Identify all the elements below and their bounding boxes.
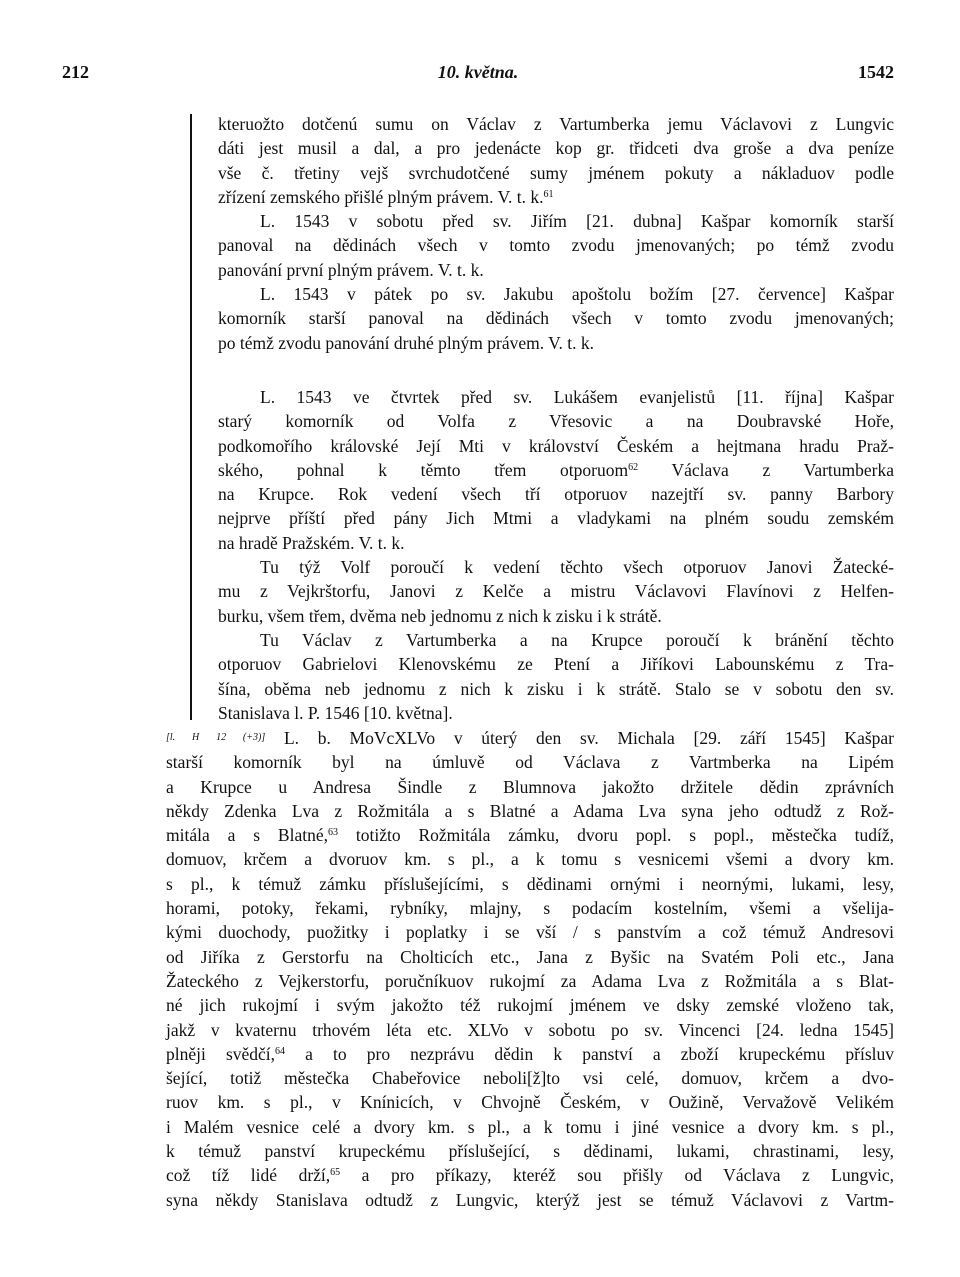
- line-text: L. 1543 v sobotu před sv. Jiřím [21. dubna] Kašpar komorník starší: [260, 211, 894, 232]
- text-line: [218, 136, 894, 160]
- text-line: [166, 1090, 894, 1114]
- line-text-continued: a to pro nezprávu dědin k panství a zboží krupeckému přísluv: [285, 1043, 894, 1064]
- text-line: [166, 726, 894, 750]
- line-text: komorník starší panoval na dědinách všech v tomto zvodu jmenovaných;: [218, 308, 894, 329]
- line-text: horami, potoky, řekami, rybníky, mlajny, s podacím kostelním, všemi a všelija-: [166, 898, 894, 919]
- line-text: Stanislava l. P. 1546 [10. května].: [218, 702, 453, 723]
- line-text: šející, totiž městečka Chabeřovice neboli[ž]to vsi celé, domuov, krčem a dvo-: [166, 1068, 894, 1089]
- line-text: domuov, krčem a dvoruov km. s pl., a k tomu s vesnicemi všemi a dvory km.: [166, 849, 894, 870]
- line-text: burku, všem třem, dvěma neb jednomu z nich k zisku i k strátě.: [218, 605, 662, 626]
- line-text: syna někdy Stanislava odtudž z Lungvic, kterýž jest se témuž Václavovi z Vartm-: [166, 1189, 894, 1210]
- text-line: [218, 628, 894, 652]
- line-text: někdy Zdenka Lva z Rožmitála a s Blatné a Adama Lva syna jeho odtudž z Rož-: [166, 800, 894, 821]
- text-line: [166, 1115, 894, 1139]
- line-text: L. b. MoVcXLVo v úterý den sv. Michala [29. září 1545] Kašpar: [283, 728, 894, 748]
- line-text: Tu týž Volf poroučí k vedení těchto všech otporuov Janovi Žatecké-: [260, 557, 894, 578]
- line-text: panoval na dědinách všech v tomto zvodu jmenovaných; po témž zvodu: [218, 235, 894, 256]
- text-line: [166, 872, 894, 896]
- line-text: od Jiříka z Gerstorfu na Cholticích etc., Jana z Byšic na Svatém Poli etc., Jana: [166, 946, 894, 967]
- page-number-left: 212: [62, 62, 89, 82]
- text-line: [166, 847, 894, 871]
- line-text: mu z Vejkrštorfu, Janovi z Kelče a mistru Václavovi Flavínovi z Helfen-: [218, 581, 894, 602]
- text-line: [166, 799, 894, 823]
- line-text: Žateckého z Vejkerstorfu, poručníkuov rukojmí za Adama Lva z Rožmitála a s Blat-: [166, 970, 894, 991]
- footnote-marker: 64: [275, 1045, 286, 1057]
- text-line: [218, 306, 894, 330]
- text-line: [218, 185, 894, 209]
- main-text-block: [166, 726, 894, 1212]
- text-line: [166, 969, 894, 993]
- text-line: [166, 1066, 894, 1090]
- line-text-continued: totižto Rožmitála zámku, dvoru popl. s popl., městečka tudíž,: [338, 825, 894, 846]
- text-line: [218, 409, 894, 433]
- text-line: [166, 1188, 894, 1212]
- line-text: šína, oběma neb jednomu z nich k zisku i k strátě. Stalo se v sobotu den sv.: [218, 678, 894, 699]
- text-line: [218, 258, 894, 282]
- line-text: což tíž lidé drží,: [166, 1165, 331, 1186]
- footnote-marker: 61: [543, 188, 554, 200]
- text-line: [218, 458, 894, 482]
- line-text: a Krupce u Andresa Šindle z Blumnova jakožto držitele dědin zprávních: [166, 776, 894, 797]
- text-line: [218, 677, 894, 701]
- text-line: [218, 579, 894, 603]
- text-line: [166, 993, 894, 1017]
- line-text: po témž zvodu panování druhé plným právem. V. t. k.: [218, 332, 595, 353]
- line-text: otporuov Gabrielovi Klenovskému ze Ptení a Jiříkovi Labounskému z Tra-: [218, 654, 894, 675]
- text-line: [166, 823, 894, 847]
- text-line: [166, 750, 894, 774]
- text-line: [218, 434, 894, 458]
- line-text: na Krupce. Rok vedení všech tří otporuov nazejtří sv. panny Barbory: [218, 484, 894, 505]
- text-line: [218, 604, 894, 628]
- line-text: L. 1543 v pátek po sv. Jakubu apoštolu božím [27. července] Kašpar: [260, 284, 894, 305]
- line-text: na hradě Pražském. V. t. k.: [218, 532, 405, 553]
- line-text: nejprve příští před pány Jich Mtmi a vladykami na plném soudu zemském: [218, 508, 894, 529]
- line-text: dáti jest musil a dal, a pro jedenácte kop gr. třidceti dva groše a dva peníze: [218, 138, 894, 159]
- text-line: [218, 482, 894, 506]
- line-text: i Malém vesnice celé a dvory km. s pl., a k tomu i jiné vesnice a dvory km. s pl.,: [166, 1116, 894, 1137]
- text-line: [218, 701, 894, 725]
- line-text: panování první plným právem. V. t. k.: [218, 259, 484, 280]
- text-line: [218, 385, 894, 409]
- text-line: [218, 531, 894, 555]
- line-text-continued: Václava z Vartumberka: [638, 459, 894, 480]
- page-header: [62, 62, 894, 88]
- indented-text-block: [218, 112, 894, 725]
- text-line: [218, 112, 894, 136]
- line-text: s pl., k témuž zámku příslušejícími, s dědinami ornými i neornými, lukami, lesy,: [166, 873, 894, 894]
- line-text: Tu Václav z Vartumberka a na Krupce poroučí k bránění těchto: [260, 629, 894, 650]
- text-line: [166, 1042, 894, 1066]
- text-line: [166, 945, 894, 969]
- line-text: kteruožto dotčenú sumu on Václav z Vartumberka jemu Václavovi z Lungvic: [218, 114, 894, 134]
- text-line: [218, 282, 894, 306]
- text-line: [218, 209, 894, 233]
- line-text: ruov km. s pl., v Knínicích, v Chvojně Českém, v Oužině, Vervažově Velikém: [166, 1092, 894, 1113]
- line-text: jakž v kvaternu trhovém léta etc. XLVo v sobotu po sv. Vincenci [24. ledna 1545]: [166, 1019, 894, 1040]
- marginal-note: [l. H 12 (+3)]: [166, 732, 266, 743]
- text-line: [166, 1163, 894, 1187]
- text-line: [218, 652, 894, 676]
- running-head: 10. května.: [437, 62, 519, 82]
- line-text: kými duochody, puožitky i poplatky i se vší / s panstvím a což témuž Andresovi: [166, 922, 894, 943]
- text-line: [166, 920, 894, 944]
- line-text: starší komorník byl na úmluvě od Václava z Vartmberka na Lipém: [166, 752, 894, 773]
- line-text: né jich rukojmí i svým jakožto též rukojmí jménem ve dsky zemské vloženo tak,: [166, 995, 894, 1016]
- line-text: plněji svědčí,: [166, 1043, 276, 1064]
- text-line: [166, 775, 894, 799]
- line-text-continued: a pro příkazy, kteréž sou přišly od Václava z Lungvic,: [340, 1165, 894, 1186]
- text-line: [218, 555, 894, 579]
- paragraph-gap: [218, 355, 894, 385]
- line-text: starý komorník od Volfa z Vřesovic a na Doubravské Hoře,: [218, 411, 894, 432]
- line-text: mitála a s Blatné,: [166, 825, 328, 846]
- line-text: zřízení zemského přišlé plným právem. V. t. k.: [218, 186, 544, 207]
- footnote-marker: 62: [628, 461, 639, 473]
- text-line: [166, 896, 894, 920]
- text-line: [166, 1018, 894, 1042]
- footnote-marker: 65: [330, 1167, 341, 1179]
- margin-bar: [190, 114, 192, 720]
- text-line: [166, 1139, 894, 1163]
- line-text: k témuž panství krupeckému příslušející, s dědinami, lukami, chrastinami, lesy,: [166, 1141, 894, 1162]
- line-text: ského, pohnal k těmto třem otporuom: [218, 459, 629, 480]
- page-number-right: 1542: [858, 62, 894, 82]
- footnote-marker: 63: [328, 827, 338, 839]
- text-line: [218, 331, 894, 355]
- text-line: [218, 161, 894, 185]
- text-line: [218, 506, 894, 530]
- text-line: [218, 233, 894, 257]
- line-text: vše č. třetiny vejš svrchudotčené sumy jménem pokuty a nákladuov podle: [218, 162, 894, 183]
- line-text: L. 1543 ve čtvrtek před sv. Lukášem evanjelistů [11. října] Kašpar: [260, 386, 894, 407]
- line-text: podkomořího královské Její Mti v království Českém a hejtmana hradu Praž-: [218, 435, 894, 456]
